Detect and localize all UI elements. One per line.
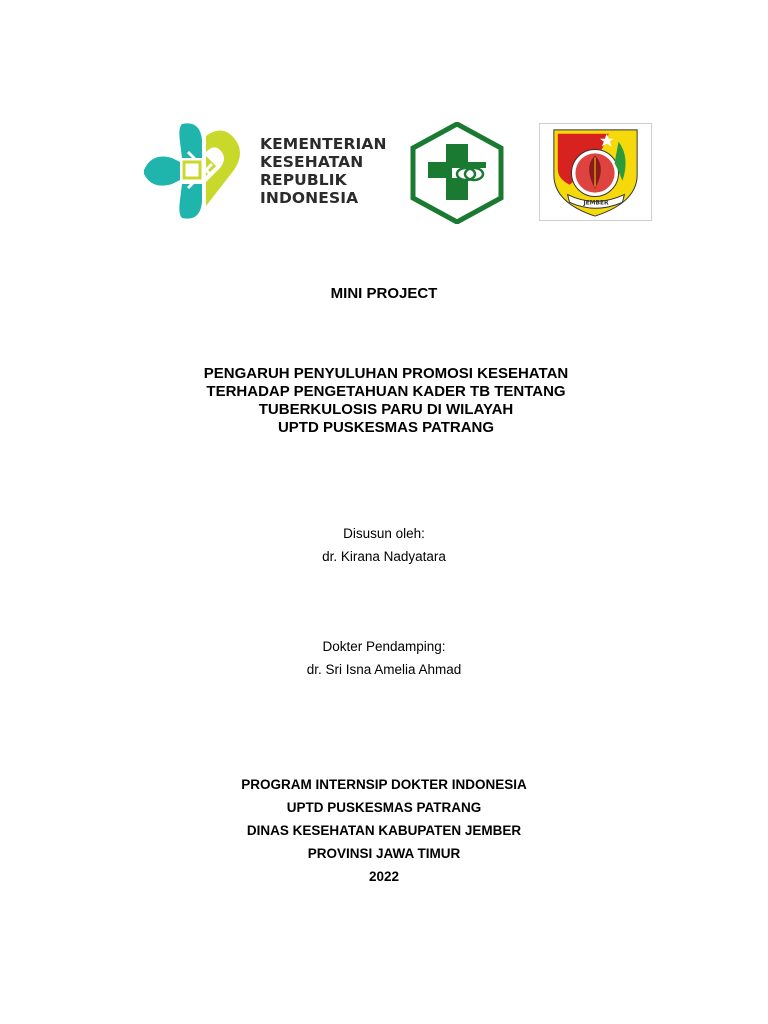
title-line: TUBERKULOSIS PARU DI WILAYAH <box>258 401 514 418</box>
title-line: UPTD PUSKESMAS PATRANG <box>277 419 495 436</box>
kemenkes-line: REPUBLIK <box>260 171 347 189</box>
puskesmas-logo <box>406 122 508 224</box>
jember-crest-logo <box>539 123 652 221</box>
document-title <box>2 365 768 437</box>
kemenkes-line: KEMENTERIAN <box>260 135 387 153</box>
jember-ribbon-text: JEMBER <box>583 200 609 207</box>
institution-line: UPTD PUSKESMAS PATRANG <box>286 800 482 815</box>
title-line: PENGARUH PENYULUHAN PROMOSI KESEHATAN <box>203 365 569 382</box>
kemenkes-line: INDONESIA <box>260 189 359 207</box>
document-type: MINI PROJECT <box>330 285 438 302</box>
kemenkes-leaf-bottom <box>179 184 202 219</box>
title-line: TERHADAP PENGETAHUAN KADER TB TENTANG <box>206 383 566 400</box>
kemenkes-wordmark <box>260 135 387 207</box>
supervisor-label: Dokter Pendamping: <box>322 639 446 654</box>
author-name: dr. Kirana Nadyatara <box>322 549 446 564</box>
supervisor-name: dr. Sri Isna Amelia Ahmad <box>306 662 462 677</box>
kemenkes-leaf-left <box>144 157 180 186</box>
institution-block <box>0 773 768 888</box>
institution-line: DINAS KESEHATAN KABUPATEN JEMBER <box>246 823 522 838</box>
institution-year: 2022 <box>368 869 400 884</box>
kemenkes-line: KESEHATAN <box>260 153 364 171</box>
prepared-by-label: Disusun oleh: <box>343 526 425 541</box>
institution-line: PROGRAM INTERNSIP DOKTER INDONESIA <box>241 777 527 792</box>
kemenkes-logo <box>142 122 248 220</box>
institution-line: PROVINSI JAWA TIMUR <box>307 846 461 861</box>
